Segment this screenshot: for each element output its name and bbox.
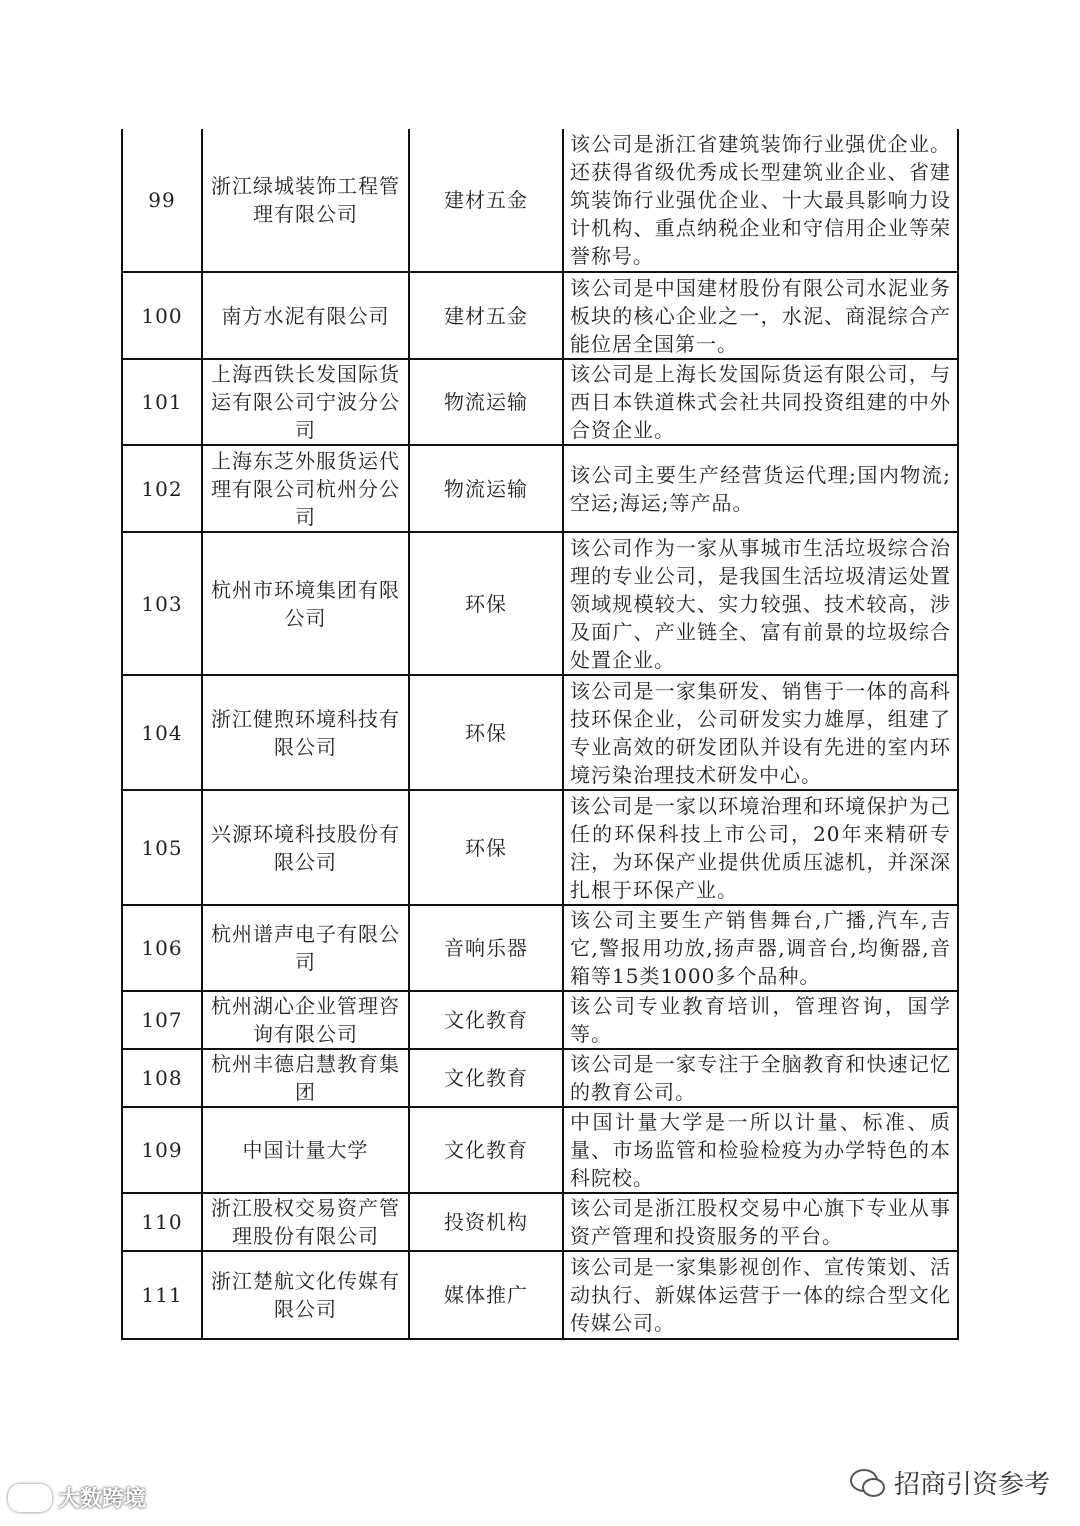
row-number: 104 <box>122 675 202 790</box>
company-description: 该公司是一家集研发、销售于一体的高科技环保企业，公司研发实力雄厚，组建了专业高效的研发团队并设有先进的室内环境污染治理技术研发中心。 <box>563 675 958 790</box>
table-row <box>122 1107 958 1193</box>
company-description: 该公司主要生产经营货运代理;国内物流;空运;海运;等产品。 <box>563 445 958 532</box>
table-row <box>122 675 958 790</box>
table-row <box>122 905 958 991</box>
company-description: 该公司专业教育培训，管理咨询，国学等。 <box>563 991 958 1049</box>
industry: 媒体推广 <box>409 1251 563 1339</box>
industry: 建材五金 <box>409 272 563 359</box>
company-description: 该公司是一家以环境治理和环境保护为己任的环保科技上市公司，20年来精研专注，为环保产业提供优质压滤机，并深深扎根于环保产业。 <box>563 790 958 905</box>
company-description: 该公司是一家集影视创作、宣传策划、活动执行、新媒体运营于一体的综合型文化传媒公司。 <box>563 1251 958 1339</box>
company-table-body <box>122 129 958 1339</box>
row-number: 105 <box>122 790 202 905</box>
company-name: 杭州丰德启慧教育集团 <box>202 1049 409 1107</box>
row-number: 102 <box>122 445 202 532</box>
industry: 环保 <box>409 790 563 905</box>
row-number: 101 <box>122 359 202 445</box>
company-name: 上海西铁长发国际货运有限公司宁波分公司 <box>202 359 409 445</box>
row-number: 107 <box>122 991 202 1049</box>
watermark-right <box>850 1464 1050 1501</box>
industry: 文化教育 <box>409 1107 563 1193</box>
row-number: 100 <box>122 272 202 359</box>
company-name: 上海东芝外服货运代理有限公司杭州分公司 <box>202 445 409 532</box>
table-row <box>122 359 958 445</box>
company-name: 浙江绿城装饰工程管理有限公司 <box>202 129 409 272</box>
row-number: 110 <box>122 1193 202 1251</box>
company-description: 该公司是上海长发国际货运有限公司，与西日本铁道株式会社共同投资组建的中外合资企业。 <box>563 359 958 445</box>
table-row <box>122 790 958 905</box>
company-description: 该公司是浙江省建筑装饰行业强优企业。还获得省级优秀成长型建筑业企业、省建筑装饰行业强优企业、十大最具影响力设计机构、重点纳税企业和守信用企业等荣誉称号。 <box>563 129 958 272</box>
row-number: 109 <box>122 1107 202 1193</box>
row-number: 108 <box>122 1049 202 1107</box>
table-row <box>122 129 958 272</box>
company-name: 杭州湖心企业管理咨询有限公司 <box>202 991 409 1049</box>
row-number: 99 <box>122 129 202 272</box>
company-description: 中国计量大学是一所以计量、标准、质量、市场监管和检验检疫为办学特色的本科院校。 <box>563 1107 958 1193</box>
watermark-left <box>8 1482 146 1513</box>
industry: 投资机构 <box>409 1193 563 1251</box>
wechat-icon <box>850 1469 884 1497</box>
industry: 环保 <box>409 675 563 790</box>
company-description: 该公司主要生产销售舞台,广播,汽车,吉它,警报用功放,扬声器,调音台,均衡器,音箱等15类1000多个品种。 <box>563 905 958 991</box>
table-row <box>122 272 958 359</box>
company-name: 浙江楚航文化传媒有限公司 <box>202 1251 409 1339</box>
company-description: 该公司是中国建材股份有限公司水泥业务板块的核心企业之一，水泥、商混综合产能位居全国第一。 <box>563 272 958 359</box>
industry: 文化教育 <box>409 1049 563 1107</box>
row-number: 111 <box>122 1251 202 1339</box>
company-description: 该公司是浙江股权交易中心旗下专业从事资产管理和投资服务的平台。 <box>563 1193 958 1251</box>
industry: 物流运输 <box>409 359 563 445</box>
industry: 文化教育 <box>409 991 563 1049</box>
industry: 建材五金 <box>409 129 563 272</box>
table-row <box>122 1049 958 1107</box>
watermark-left-text: 大数跨境 <box>58 1487 147 1512</box>
table-row <box>122 532 958 675</box>
table-row <box>122 445 958 532</box>
company-name: 中国计量大学 <box>202 1107 409 1193</box>
industry: 音响乐器 <box>409 905 563 991</box>
company-name: 兴源环境科技股份有限公司 <box>202 790 409 905</box>
company-name: 浙江股权交易资产管理股份有限公司 <box>202 1193 409 1251</box>
row-number: 103 <box>122 532 202 675</box>
row-number: 106 <box>122 905 202 991</box>
table-row <box>122 1193 958 1251</box>
company-description: 该公司是一家专注于全脑教育和快速记忆的教育公司。 <box>563 1049 958 1107</box>
table-row <box>122 991 958 1049</box>
company-name: 杭州谱声电子有限公司 <box>202 905 409 991</box>
company-name: 南方水泥有限公司 <box>202 272 409 359</box>
industry: 物流运输 <box>409 445 563 532</box>
watermark-right-text: 招商引资参考 <box>893 1470 1050 1500</box>
company-table <box>121 129 959 1340</box>
company-description: 该公司作为一家从事城市生活垃圾综合治理的专业公司，是我国生活垃圾清运处置领域规模较大、实力较强、技术较高，涉及面广、产业链全、富有前景的垃圾综合处置企业。 <box>563 532 958 675</box>
company-name: 浙江健煦环境科技有限公司 <box>202 675 409 790</box>
brand-logo-icon <box>8 1484 52 1512</box>
industry: 环保 <box>409 532 563 675</box>
company-name: 杭州市环境集团有限公司 <box>202 532 409 675</box>
table-row <box>122 1251 958 1339</box>
